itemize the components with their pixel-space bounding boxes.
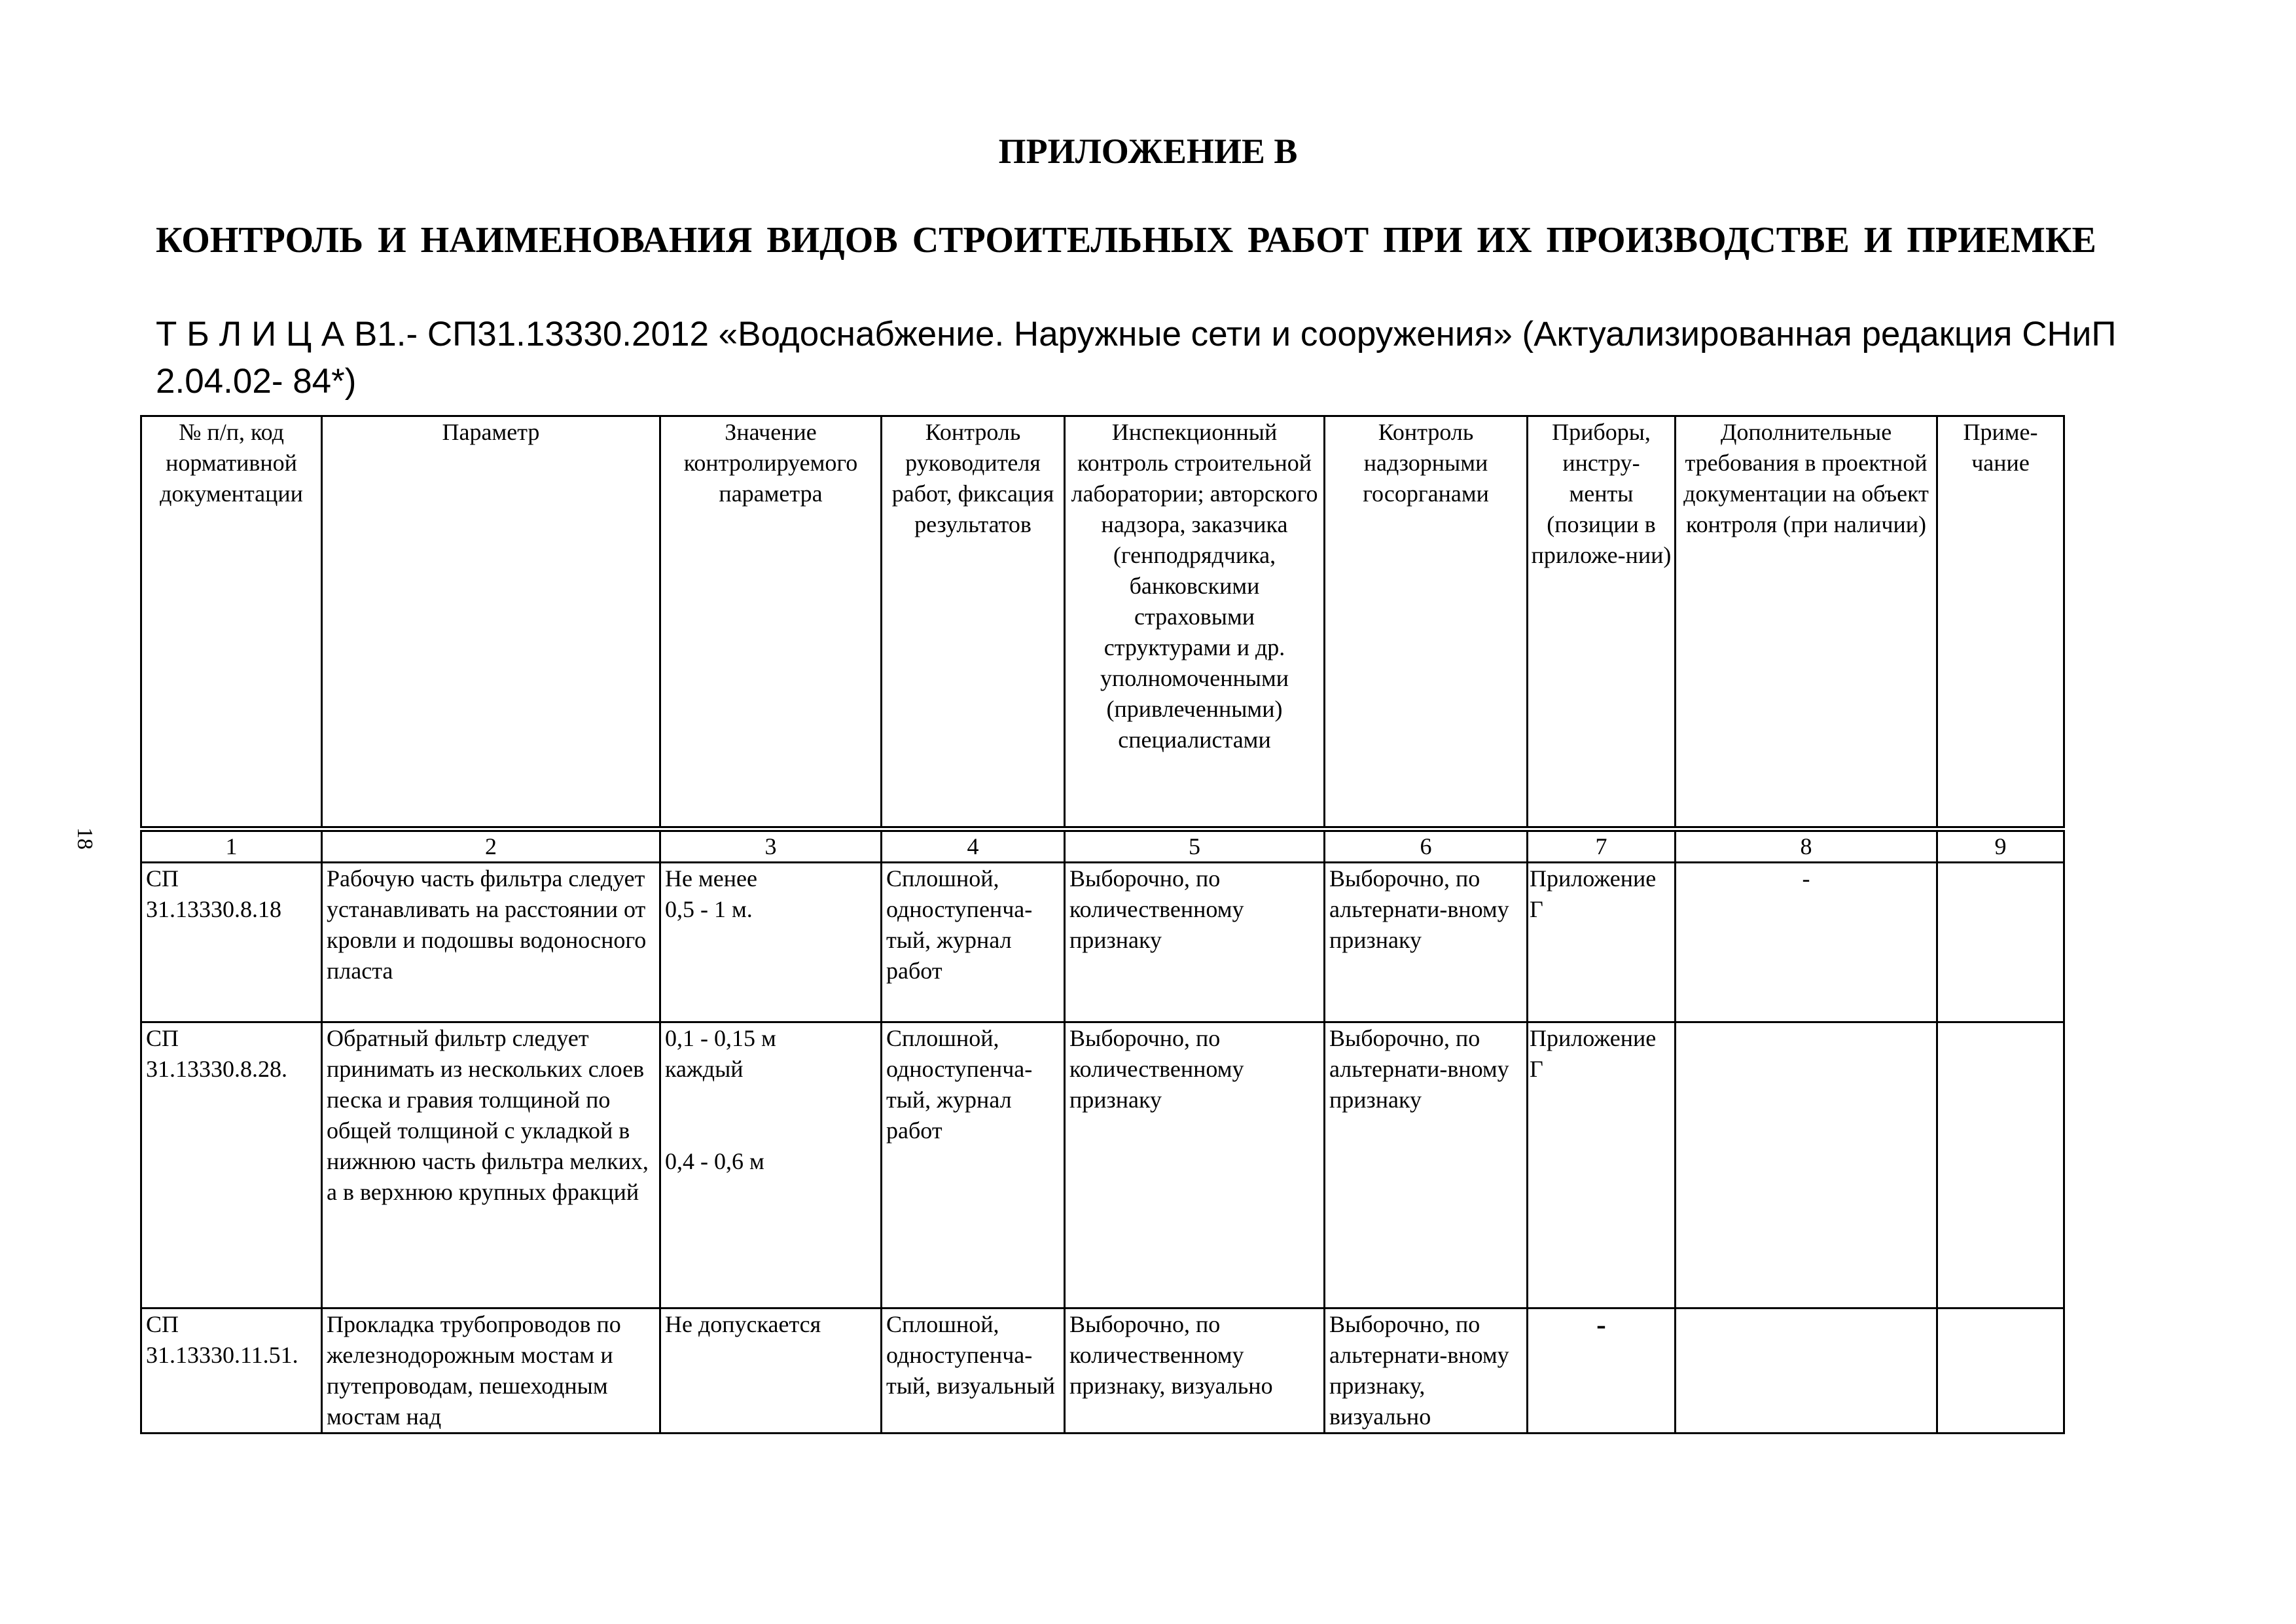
table-row <box>141 863 2064 1022</box>
cell-supervisor-control: Сплошной, одноступенча-тый, журнал работ <box>882 1022 1065 1308</box>
header-state-control: Контроль надзорными госорганами <box>1325 416 1528 827</box>
column-number: 1 <box>141 831 322 863</box>
header-inspection-control: Инспекционный контроль строительной лаборатории; авторского надзора, заказчика (генподрядчика, банковскими страховыми структурами и др. уполномоченными (привлеченными) специалистами <box>1065 416 1325 827</box>
header-instruments: Приборы, инстру-менты (позиции в приложе-нии) <box>1528 416 1676 827</box>
cell-note <box>1937 1308 2064 1434</box>
cell-code: СП 31.13330.11.51. <box>141 1308 322 1434</box>
cell-value: 0,1 - 0,15 м каждый 0,4 - 0,6 м <box>660 1022 882 1308</box>
column-number: 2 <box>322 831 660 863</box>
header-code: № п/п, код нормативной документации <box>141 416 322 827</box>
cell-value: Не менее 0,5 - 1 м. <box>660 863 882 1022</box>
cell-value: Не допускается <box>660 1308 882 1434</box>
column-number-row <box>141 831 2064 863</box>
column-number: 9 <box>1937 831 2064 863</box>
section-title: КОНТРОЛЬ И НАИМЕНОВАНИЯ ВИДОВ СТРОИТЕЛЬНЫХ РАБОТ ПРИ ИХ ПРОИЗВОДСТВЕ И ПРИЕМКЕ <box>156 220 2096 261</box>
header-note: Приме-чание <box>1937 416 2064 827</box>
cell-supervisor-control: Сплошной, одноступенча-тый, журнал работ <box>882 863 1065 1022</box>
column-number: 3 <box>660 831 882 863</box>
cell-state-control: Выборочно, по альтернати-вному признаку <box>1325 863 1528 1022</box>
cell-parameter: Прокладка трубопроводов по железнодорожным мостам и путепроводам, пешеходным мостам над <box>322 1308 660 1434</box>
cell-inspection-control: Выборочно, по количественному признаку, визуально <box>1065 1308 1325 1434</box>
cell-code: СП 31.13330.8.28. <box>141 1022 322 1308</box>
cell-instruments: - <box>1528 1308 1676 1434</box>
cell-additional <box>1676 1308 1937 1434</box>
cell-note <box>1937 863 2064 1022</box>
cell-instruments: Приложение Г <box>1528 863 1676 1022</box>
cell-additional: - <box>1676 863 1937 1022</box>
cell-inspection-control: Выборочно, по количественному признаку <box>1065 1022 1325 1308</box>
column-number: 7 <box>1528 831 1676 863</box>
appendix-title: ПРИЛОЖЕНИЕ В <box>998 132 1298 171</box>
table-body <box>140 830 2065 1434</box>
column-number: 5 <box>1065 831 1325 863</box>
cell-state-control: Выборочно, по альтернати-вному признаку <box>1325 1022 1528 1308</box>
column-number: 6 <box>1325 831 1528 863</box>
cell-code: СП 31.13330.8.18 <box>141 863 322 1022</box>
header-parameter: Параметр <box>322 416 660 827</box>
cell-instruments: Приложение Г <box>1528 1022 1676 1308</box>
table-row <box>141 1022 2064 1308</box>
cell-note <box>1937 1022 2064 1308</box>
column-number: 4 <box>882 831 1065 863</box>
table-header <box>140 415 2065 828</box>
header-value: Значение контролируемого параметра <box>660 416 882 827</box>
table-row <box>141 1308 2064 1434</box>
header-additional: Дополнительные требования в проектной документации на объект контроля (при наличии) <box>1676 416 1937 827</box>
cell-inspection-control: Выборочно, по количественному признаку <box>1065 863 1325 1022</box>
cell-parameter: Обратный фильтр следует принимать из нескольких слоев песка и гравия толщиной по общей толщиной с укладкой в нижнюю часть фильтра мелких, а в верхнюю крупных фракций <box>322 1022 660 1308</box>
cell-state-control: Выборочно, по альтернати-вному признаку, визуально <box>1325 1308 1528 1434</box>
header-supervisor-control: Контроль руководителя работ, фиксация результатов <box>882 416 1065 827</box>
cell-additional <box>1676 1022 1937 1308</box>
column-number: 8 <box>1676 831 1937 863</box>
page-number: 18 <box>73 827 97 850</box>
cell-supervisor-control: Сплошной, одноступенча-тый, визуальный <box>882 1308 1065 1434</box>
cell-parameter: Рабочую часть фильтра следует устанавливать на расстоянии от кровли и подошвы водоносного пласта <box>322 863 660 1022</box>
table-caption: Т Б Л И Ц А В1.- СП31.13330.2012 «Водоснабжение. Наружные сети и сооружения» (Актуализированная редакция СНиП 2.04.02- 84*) <box>156 315 2117 401</box>
